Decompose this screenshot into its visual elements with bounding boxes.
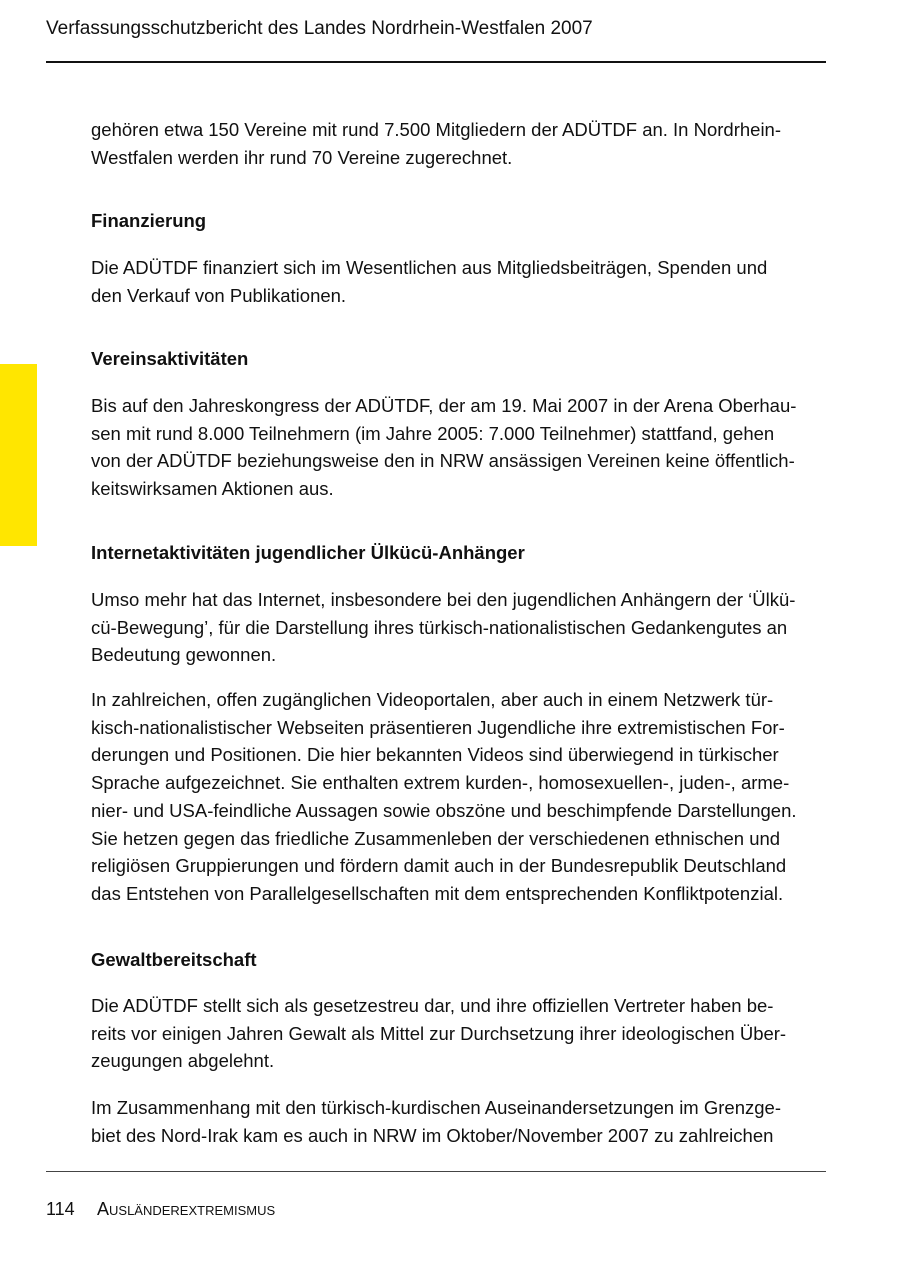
paragraph-internet-2 xyxy=(91,686,836,908)
text-line: Westfalen werden ihr rund 70 Vereine zugerechnet. xyxy=(91,146,513,168)
running-header-title: Verfassungsschutzbericht des Landes Nordrhein-Westfalen 2007 xyxy=(46,18,593,39)
running-footer-section: Ausländerextremismus xyxy=(97,1199,276,1219)
heading-finanzierung: Finanzierung xyxy=(91,210,207,231)
text-line: das Entstehen von Parallelgesellschaften mit dem entsprechenden Konfliktpotenzial. xyxy=(91,882,784,904)
text-line: Bedeutung gewonnen. xyxy=(91,644,277,666)
text-line: In zahlreichen, offen zugänglichen Videoportalen, aber auch in einem Netzwerk tür- xyxy=(91,689,774,710)
chapter-marker-tab xyxy=(0,364,37,546)
paragraph-gewalt-1 xyxy=(91,992,836,1075)
text-line: keitswirksamen Aktionen aus. xyxy=(91,478,334,500)
paragraph-gewalt-2 xyxy=(91,1094,836,1149)
text-line: Umso mehr hat das Internet, insbesondere bei den jugendlichen Anhängern der ‘Ülkü- xyxy=(91,589,796,610)
page-number: 114 xyxy=(46,1199,75,1219)
text-line: Bis auf den Jahreskongress der ADÜTDF, der am 19. Mai 2007 in der Arena Oberhau- xyxy=(91,395,797,416)
text-line: Sie hetzen gegen das friedliche Zusammenleben der verschiedenen ethnischen und xyxy=(91,827,781,849)
paragraph-vereinsaktivitaeten xyxy=(91,392,836,503)
paragraph-finanzierung xyxy=(91,254,836,309)
paragraph-intro xyxy=(91,116,836,171)
text-line: kisch-nationalistischer Webseiten präsentieren Jugendliche ihre extremistischen For- xyxy=(91,716,785,738)
text-line: Die ADÜTDF stellt sich als gesetzestreu dar, und ihre offiziellen Vertreter haben be- xyxy=(91,995,774,1016)
text-line: sen mit rund 8.000 Teilnehmern (im Jahre 2005: 7.000 Teilnehmer) stattfand, gehen xyxy=(91,422,775,444)
text-line: zeugungen abgelehnt. xyxy=(91,1050,275,1072)
heading-vereinsaktivitaeten: Vereinsaktivitäten xyxy=(91,348,249,369)
text-line: nier- und USA-feindliche Aussagen sowie obszöne und beschimpfende Darstellungen. xyxy=(91,799,797,821)
text-line: gehören etwa 150 Vereine mit rund 7.500 Mitgliedern der ADÜTDF an. In Nordrhein- xyxy=(91,119,782,140)
text-line: Sprache aufgezeichnet. Sie enthalten extrem kurden-, homosexuellen-, juden-, arme- xyxy=(91,772,790,794)
text-line: den Verkauf von Publikationen. xyxy=(91,284,347,306)
heading-gewaltbereitschaft: Gewaltbereitschaft xyxy=(91,949,257,970)
text-line: Im Zusammenhang mit den türkisch-kurdischen Auseinandersetzungen im Grenzge- xyxy=(91,1097,781,1118)
text-line: derungen und Positionen. Die hier bekannten Videos sind überwiegend in türkischer xyxy=(91,744,779,766)
text-line: Die ADÜTDF finanziert sich im Wesentlichen aus Mitgliedsbeiträgen, Spenden und xyxy=(91,257,768,278)
text-line: reits vor einigen Jahren Gewalt als Mittel zur Durchsetzung ihrer ideologischen Über- xyxy=(91,1022,787,1044)
text-line: biet des Nord-Irak kam es auch in NRW im Oktober/November 2007 zu zahlreichen xyxy=(91,1124,774,1146)
footer-divider xyxy=(46,1171,826,1172)
header-divider xyxy=(46,61,826,63)
paragraph-internet-1 xyxy=(91,586,836,669)
text-line: von der ADÜTDF beziehungsweise den in NRW ansässigen Vereinen keine öffentlich- xyxy=(91,450,795,472)
text-line: religiösen Gruppierungen und fördern damit auch in der Bundesrepublik Deutschland xyxy=(91,855,787,877)
heading-internetaktivitaeten: Internetaktivitäten jugendlicher Ülkücü-Anhänger xyxy=(91,542,525,563)
text-line: cü-Bewegung’, für die Darstellung ihres türkisch-nationalistischen Gedankengutes an xyxy=(91,616,788,638)
